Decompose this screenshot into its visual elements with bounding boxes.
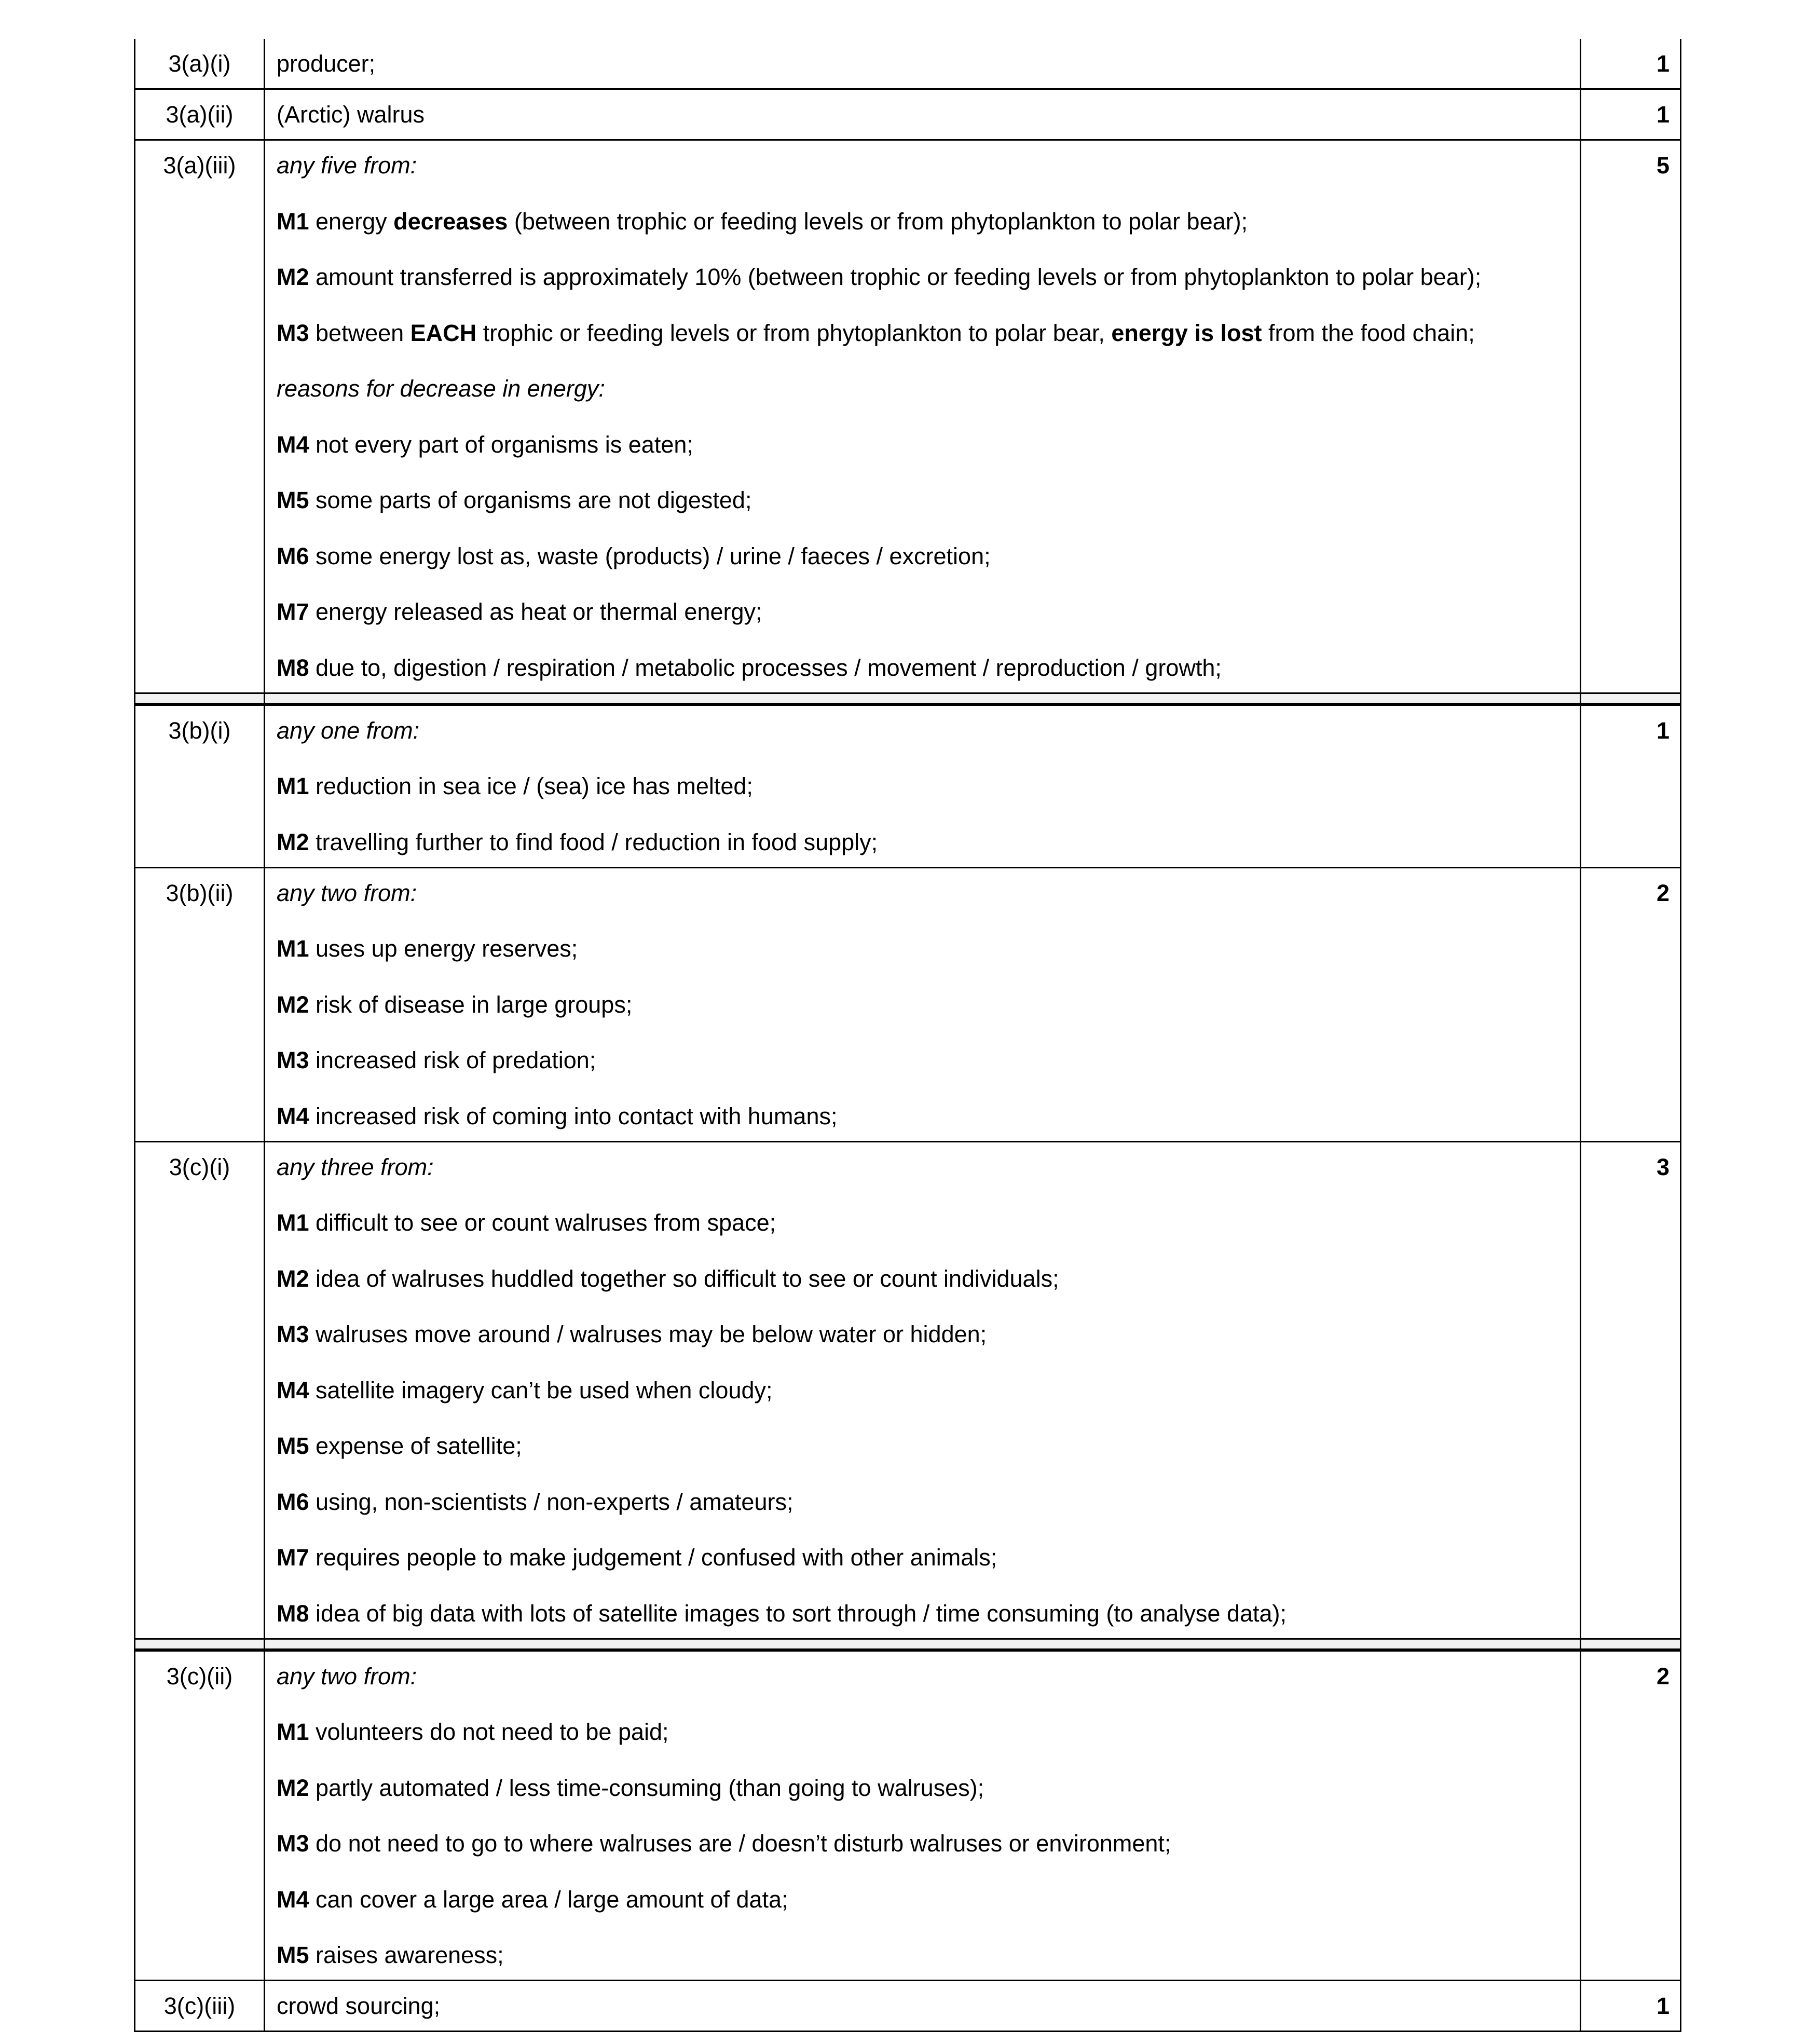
answer-line (277, 319, 1568, 347)
answer-line (277, 990, 1568, 1019)
answer-text: difficult to see or count walruses from space; (309, 1209, 776, 1236)
answer-line (277, 1046, 1568, 1074)
marking-point-label: EACH (410, 319, 477, 346)
marking-point-label: M7 (277, 1544, 309, 1571)
marks-value: 1 (1656, 1993, 1670, 2019)
answer-line (277, 1599, 1568, 1628)
answer-text: partly automated / less time-consuming (than going to walruses); (309, 1774, 984, 1801)
answer-cell (265, 141, 1581, 692)
marks-value: 1 (1656, 101, 1670, 128)
marking-point-label: M4 (277, 1377, 309, 1403)
answer-line (277, 151, 1568, 180)
marking-point-label: M3 (277, 1321, 309, 1347)
answer-text: from the food chain; (1262, 319, 1475, 346)
answer-line (277, 1543, 1568, 1572)
answer-text: energy (309, 208, 394, 235)
answer-text: any two from: (277, 1663, 417, 1689)
table-row (134, 868, 1681, 1142)
marks-value: 2 (1656, 879, 1670, 906)
answer-line (277, 597, 1568, 626)
answer-text: any one from: (277, 717, 420, 744)
question-number: 3(b)(ii) (135, 868, 265, 1141)
marking-point-label: M6 (277, 542, 309, 569)
marking-point-label: M1 (277, 1209, 309, 1236)
answer-line (277, 1208, 1568, 1237)
answer-text: can cover a large area / large amount of data; (309, 1886, 788, 1913)
marks-value: 1 (1656, 717, 1670, 744)
page-break-divider (134, 694, 1681, 704)
answer-line (277, 1718, 1568, 1746)
answer-line (277, 1774, 1568, 1802)
answer-cell (265, 39, 1581, 88)
answer-text: some parts of organisms are not digested; (309, 487, 752, 513)
answer-cell (265, 90, 1581, 139)
table-row (134, 704, 1681, 868)
question-number: 3(b)(i) (135, 706, 265, 867)
marking-point-label: M2 (277, 264, 309, 290)
answer-line (277, 1264, 1568, 1293)
question-number: 3(a)(i) (135, 39, 265, 88)
answer-line (277, 100, 1568, 129)
answer-cell (265, 706, 1581, 867)
marking-point-label: energy is lost (1111, 319, 1262, 346)
marks-value: 2 (1656, 1663, 1670, 1689)
answer-line (277, 49, 1568, 78)
answer-text: any five from: (277, 152, 417, 179)
table-row (134, 90, 1681, 141)
answer-text: reduction in sea ice / (sea) ice has melted; (309, 773, 753, 799)
table-row (134, 141, 1681, 694)
answer-text: amount transferred is approximately 10% (between trophic or feeding levels or from phytoplankton to polar bear); (309, 264, 1482, 290)
answer-text: any three from: (277, 1153, 434, 1180)
answer-line (277, 1829, 1568, 1858)
marking-point-label: M5 (277, 1433, 309, 1459)
answer-line (277, 653, 1568, 682)
answer-line (277, 1376, 1568, 1405)
answer-text: raises awareness; (309, 1942, 504, 1968)
marking-point-label: M4 (277, 431, 309, 458)
marks-value: 1 (1656, 50, 1670, 77)
answer-cell (265, 1981, 1581, 2031)
answer-line (277, 430, 1568, 459)
answer-line (277, 1488, 1568, 1516)
marking-point-label: decreases (393, 208, 508, 235)
answer-text: some energy lost as, waste (products) / urine / faeces / excretion; (309, 542, 991, 569)
answer-line (277, 207, 1568, 236)
marking-point-label: M1 (277, 1719, 309, 1745)
answer-text: any two from: (277, 879, 417, 906)
answer-line (277, 1432, 1568, 1460)
page-break-divider (134, 1640, 1681, 1650)
marks-value: 3 (1656, 1153, 1670, 1180)
marking-point-label: M2 (277, 1774, 309, 1801)
marking-point-label: M8 (277, 1600, 309, 1627)
answer-line (277, 828, 1568, 856)
marking-point-label: M1 (277, 935, 309, 962)
answer-text: uses up energy reserves; (309, 935, 578, 962)
answer-cell (265, 1142, 1581, 1638)
answer-text: volunteers do not need to be paid; (309, 1719, 669, 1745)
marking-point-label: M7 (277, 598, 309, 625)
answer-text: do not need to go to where walruses are / doesn’t disturb walruses or environment; (309, 1830, 1171, 1857)
answer-line (277, 1320, 1568, 1348)
answer-line (277, 879, 1568, 907)
answer-text: crowd sourcing; (277, 1993, 441, 2019)
question-number: 3(c)(iii) (135, 1981, 265, 2031)
answer-text: reasons for decrease in energy: (277, 375, 605, 402)
marking-point-label: M8 (277, 654, 309, 681)
marking-point-label: M6 (277, 1488, 309, 1515)
answer-text: increased risk of predation; (309, 1047, 596, 1073)
marking-point-label: M4 (277, 1102, 309, 1129)
marking-point-label: M2 (277, 991, 309, 1018)
answer-text: producer; (277, 50, 376, 77)
marking-point-label: M3 (277, 1047, 309, 1073)
answer-text: requires people to make judgement / confused with other animals; (309, 1544, 997, 1571)
answer-line (277, 1662, 1568, 1691)
question-number: 3(c)(i) (135, 1142, 265, 1638)
marking-point-label: M5 (277, 1942, 309, 1968)
answer-line (277, 263, 1568, 291)
marking-point-label: M3 (277, 1830, 309, 1857)
answer-text: using, non-scientists / non-experts / amateurs; (309, 1488, 793, 1515)
answer-text: trophic or feeding levels or from phytoplankton to polar bear, (476, 319, 1112, 346)
answer-text: expense of satellite; (309, 1433, 522, 1459)
answer-line (277, 1153, 1568, 1181)
answer-text: energy released as heat or thermal energy; (309, 598, 762, 625)
answer-text: (between trophic or feeding levels or from phytoplankton to polar bear); (508, 208, 1248, 235)
answer-line (277, 542, 1568, 570)
marking-point-label: M4 (277, 1886, 309, 1913)
answer-text: satellite imagery can’t be used when cloudy; (309, 1377, 773, 1403)
question-number: 3(a)(ii) (135, 90, 265, 139)
answer-line (277, 1941, 1568, 1969)
mark-scheme-table (134, 39, 1681, 2032)
answer-line (277, 716, 1568, 745)
answer-text: not every part of organisms is eaten; (309, 431, 693, 458)
answer-text: risk of disease in large groups; (309, 991, 633, 1018)
marking-point-label: M2 (277, 1265, 309, 1292)
answer-text: idea of walruses huddled together so difficult to see or count individuals; (309, 1265, 1059, 1292)
answer-text: (Arctic) walrus (277, 101, 425, 128)
answer-text: idea of big data with lots of satellite images to sort through / time consuming (to analyse data); (309, 1600, 1287, 1627)
answer-line (277, 1102, 1568, 1130)
marking-point-label: M3 (277, 319, 309, 346)
question-number: 3(a)(iii) (135, 141, 265, 692)
answer-text: travelling further to find food / reduction in food supply; (309, 828, 878, 855)
answer-cell (265, 868, 1581, 1141)
marking-point-label: M5 (277, 487, 309, 513)
marking-point-label: M2 (277, 828, 309, 855)
answer-line (277, 486, 1568, 514)
answer-line (277, 772, 1568, 800)
answer-text: due to, digestion / respiration / metabolic processes / movement / reproduction / growth; (309, 654, 1222, 681)
answer-cell (265, 1652, 1581, 1980)
answer-text: between (309, 319, 410, 346)
answer-text: walruses move around / walruses may be below water or hidden; (309, 1321, 987, 1347)
answer-line (277, 1885, 1568, 1914)
answer-line (277, 374, 1568, 403)
answer-line (277, 1992, 1568, 2020)
marks-value: 5 (1656, 152, 1670, 179)
table-row (134, 1142, 1681, 1640)
marking-point-label: M1 (277, 773, 309, 799)
answer-text: increased risk of coming into contact with humans; (309, 1102, 838, 1129)
marking-point-label: M1 (277, 208, 309, 235)
table-row (134, 1981, 1681, 2032)
table-row (134, 1650, 1681, 1982)
question-number: 3(c)(ii) (135, 1652, 265, 1980)
answer-line (277, 934, 1568, 963)
table-row (134, 39, 1681, 90)
